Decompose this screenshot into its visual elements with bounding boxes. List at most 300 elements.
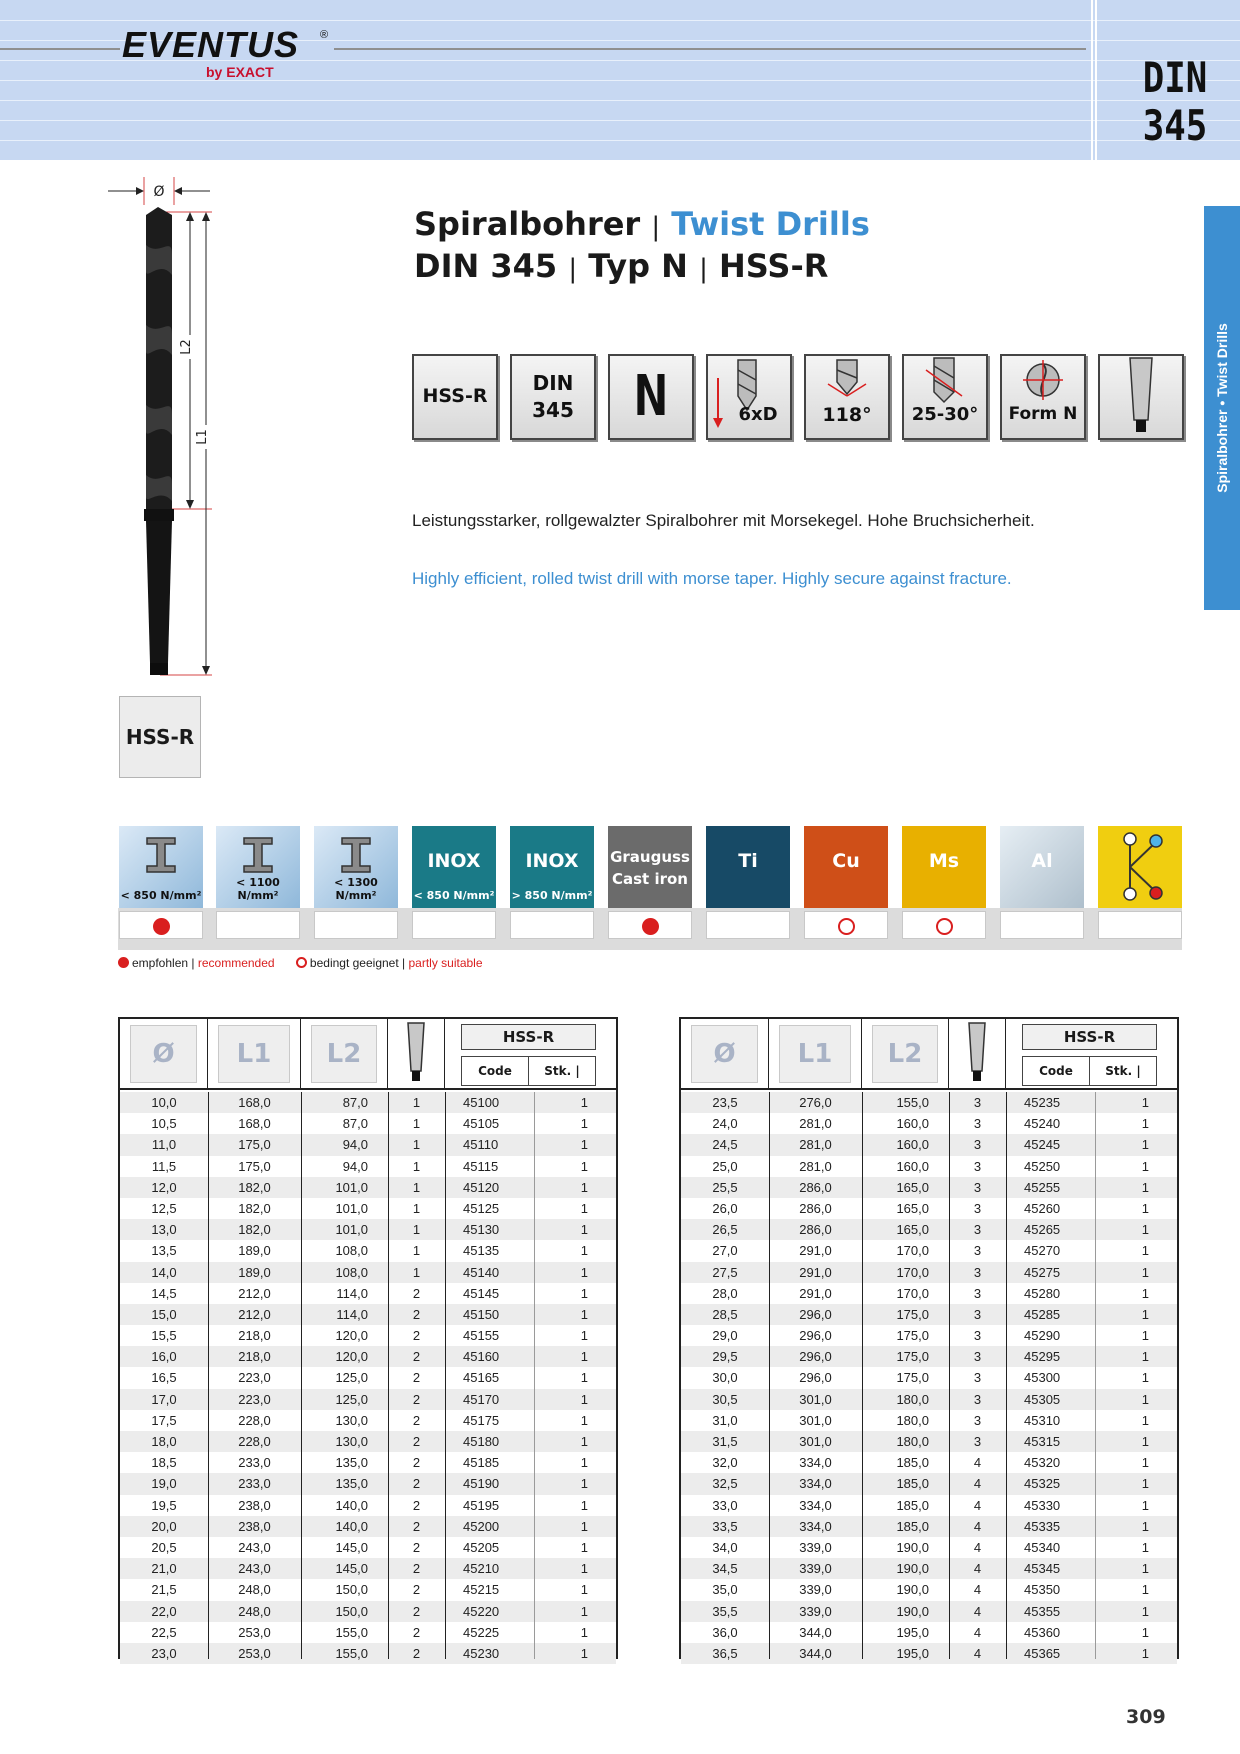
form-n-icon [1000,354,1086,440]
cell-code: 45255 [1024,1179,1061,1195]
cell-code: 45185 [463,1455,500,1471]
cell-diameter: 17,5 [151,1412,177,1428]
cell-l1: 339,0 [799,1582,832,1598]
cell-diameter: 10,0 [151,1095,177,1110]
cell-diameter: 30,0 [712,1370,738,1386]
legend-partly-en: partly suitable [408,956,483,970]
table-row [681,1452,1177,1473]
cell-diameter: 25,0 [712,1158,738,1174]
cell-pieces: 1 [580,1624,588,1640]
cell-diameter: 29,5 [712,1349,738,1365]
cell-morse-taper: 2 [412,1645,421,1661]
cell-diameter: 30,5 [712,1391,738,1407]
table-row [681,1092,1177,1113]
cell-diameter: 31,0 [712,1412,738,1428]
table-row [120,1219,616,1240]
material-label: INOX [525,850,579,872]
cell-code: 45350 [1024,1582,1061,1598]
cell-diameter: 15,5 [151,1328,177,1344]
cell-l1: 334,0 [799,1518,832,1534]
table-row [120,1346,616,1367]
table-row [681,1283,1177,1304]
cell-l1: 286,0 [799,1222,832,1238]
partly-suitable-ring-icon [296,957,307,968]
title-type: Typ N [588,247,688,285]
group-title: HSS-R [1022,1024,1157,1050]
cell-pieces: 1 [580,1306,588,1322]
cell-l1: 334,0 [799,1476,832,1492]
material-sub-label: < 1300 N/mm² [334,876,378,902]
table-row [681,1134,1177,1155]
rating-legend [118,956,483,970]
material-label: INOX [427,850,481,872]
cell-l1: 168,0 [238,1095,271,1110]
cell-code: 45170 [463,1391,500,1407]
cell-code: 45285 [1024,1306,1061,1322]
cell-code: 45150 [463,1306,500,1322]
material-titanium [706,826,790,908]
cell-pieces: 1 [1141,1582,1149,1598]
rating-cell [216,911,300,939]
cross-section-graphic [1002,356,1084,438]
cell-diameter: 35,5 [712,1603,738,1619]
cell-diameter: 22,5 [151,1624,177,1640]
cell-code: 45325 [1024,1476,1061,1492]
cell-code: 45340 [1024,1539,1061,1555]
cell-diameter: 20,0 [151,1518,177,1534]
cell-diameter: 31,5 [712,1434,738,1449]
header-symbol: L2 [872,1025,938,1083]
cell-diameter: 32,5 [712,1476,738,1492]
material-badge-hss-r: HSS-R [119,696,201,778]
logo-rule-left [0,48,120,50]
cell-morse-taper: 2 [412,1539,421,1555]
col-code-header: Code [461,1056,529,1086]
table-row [681,1262,1177,1283]
cell-code: 45360 [1024,1624,1061,1640]
cell-morse-taper: 2 [412,1455,421,1471]
cell-diameter: 36,5 [712,1645,738,1661]
cell-morse-taper: 4 [973,1539,982,1555]
cell-l1: 238,0 [238,1518,271,1534]
cell-l2: 160,0 [896,1137,929,1153]
table-row [681,1622,1177,1643]
cell-morse-taper: 2 [412,1349,421,1365]
cell-morse-taper: 3 [973,1243,982,1259]
cell-pieces: 1 [1141,1391,1149,1407]
cell-morse-taper: 3 [973,1222,982,1238]
cell-pieces: 1 [1141,1518,1149,1534]
cell-l1: 334,0 [799,1497,832,1513]
table-row [120,1262,616,1283]
description-de: Leistungsstarker, rollgewalzter Spiralbohrer mit Morsekegel. Hohe Bruchsicherheit. [412,511,1035,530]
cell-code: 45345 [1024,1561,1061,1577]
table-row [681,1367,1177,1388]
point-angle-icon [804,354,890,440]
column-divider [769,1092,770,1659]
table-row [681,1346,1177,1367]
cell-l2: 140,0 [335,1518,368,1534]
cell-l1: 339,0 [799,1561,832,1577]
cell-l1: 175,0 [238,1158,271,1174]
col-l2-header [301,1019,388,1090]
material-copper [804,826,888,908]
cell-code: 45210 [463,1561,500,1577]
cell-diameter: 29,0 [712,1328,738,1344]
cell-morse-taper: 3 [973,1328,982,1344]
cell-l2: 190,0 [896,1561,929,1577]
cell-l1: 182,0 [238,1200,271,1216]
column-divider [534,1092,535,1659]
cell-morse-taper: 3 [973,1137,982,1153]
cell-pieces: 1 [1141,1285,1149,1301]
cell-l1: 334,0 [799,1455,832,1471]
header-grid-line [0,140,1240,141]
material-steel-1100 [216,826,300,908]
cell-morse-taper: 2 [412,1370,421,1386]
column-divider [388,1092,389,1659]
cell-code: 45130 [463,1222,500,1238]
material-steel-850 [119,826,203,908]
cell-morse-taper: 3 [973,1095,982,1110]
cell-l1: 344,0 [799,1645,832,1661]
table-row [120,1601,616,1622]
cell-diameter: 14,5 [151,1285,177,1301]
rating-cell [608,911,692,939]
cell-pieces: 1 [580,1455,588,1471]
cell-l2: 135,0 [335,1455,368,1471]
cell-l2: 125,0 [335,1370,368,1386]
cell-pieces: 1 [1141,1476,1149,1492]
cell-l1: 243,0 [238,1539,271,1555]
header-symbol: L2 [311,1025,377,1083]
cell-l1: 248,0 [238,1603,271,1619]
cell-morse-taper: 2 [412,1497,421,1513]
cell-l1: 223,0 [238,1370,271,1386]
table-row [120,1092,616,1113]
shank-graphic [1100,356,1182,438]
col-l2-header [862,1019,949,1090]
cell-code: 45200 [463,1518,500,1534]
dim-diameter-label: Ø [153,184,165,200]
cell-code: 45175 [463,1412,500,1428]
cell-pieces: 1 [580,1645,588,1661]
cell-l2: 120,0 [335,1349,368,1365]
cell-l2: 175,0 [896,1328,929,1344]
feature-label: HSS-R [422,385,488,407]
cell-pieces: 1 [580,1222,588,1238]
cell-pieces: 1 [580,1116,588,1132]
din-345-badge-icon [510,354,596,440]
cell-pieces: 1 [1141,1624,1149,1640]
cell-l2: 87,0 [342,1095,368,1110]
material-steel-1300 [314,826,398,908]
table-row [681,1198,1177,1219]
cell-diameter: 23,0 [151,1645,177,1661]
cell-code: 45270 [1024,1243,1061,1259]
column-divider [301,1092,302,1659]
header-symbol: L1 [218,1025,290,1083]
cell-pieces: 1 [580,1539,588,1555]
cell-morse-taper: 3 [973,1116,982,1132]
table-row [681,1113,1177,1134]
cell-code: 45310 [1024,1412,1061,1428]
rating-cell [412,911,496,939]
cell-l2: 180,0 [896,1434,929,1449]
cell-l2: 108,0 [335,1264,368,1280]
cell-l1: 168,0 [238,1116,271,1132]
cell-l2: 155,0 [335,1624,368,1640]
cell-pieces: 1 [580,1370,588,1386]
feature-label: 6xD [738,404,778,425]
cell-morse-taper: 3 [973,1349,982,1365]
table-row [681,1389,1177,1410]
cell-diameter: 36,0 [712,1624,738,1640]
material-label: Ti [738,850,758,872]
cell-l2: 195,0 [896,1624,929,1640]
description-en: Highly efficient, rolled twist drill with morse taper. Highly secure against fracture. [412,569,1012,588]
table-body [120,1092,616,1664]
cell-pieces: 1 [1141,1349,1149,1365]
table-row [120,1516,616,1537]
column-divider [445,1092,446,1659]
cell-diameter: 12,5 [151,1200,177,1216]
feature-label: DIN [532,371,574,395]
cell-code: 45300 [1024,1370,1061,1386]
cell-pieces: 1 [1141,1158,1149,1174]
cell-pieces: 1 [580,1497,588,1513]
size-table-right [679,1017,1179,1659]
rating-cell [510,911,594,939]
rating-cell [1098,911,1182,939]
legend-separator: | [402,956,406,970]
cell-l1: 253,0 [238,1624,271,1640]
legend-separator: | [191,956,195,970]
legend-recommended-de: empfohlen [132,956,189,970]
feature-label: N [634,364,668,429]
cell-l2: 94,0 [342,1137,368,1153]
cell-pieces: 1 [1141,1243,1149,1259]
cell-code: 45205 [463,1539,500,1555]
cell-l1: 228,0 [238,1434,271,1449]
din-label: DIN [1142,53,1208,102]
partly-suitable-ring-icon [838,918,855,935]
cell-l2: 155,0 [335,1645,368,1661]
material-inox-over-850 [510,826,594,908]
cell-diameter: 26,0 [712,1200,738,1216]
cell-pieces: 1 [1141,1603,1149,1619]
header-divider [1095,0,1097,160]
title-material: HSS-R [719,247,829,285]
table-row [120,1473,616,1494]
cell-morse-taper: 4 [973,1476,982,1492]
cell-l1: 281,0 [799,1158,832,1174]
cell-pieces: 1 [580,1179,588,1195]
table-row [120,1198,616,1219]
column-divider [1006,1092,1007,1659]
cell-diameter: 14,0 [151,1264,177,1280]
cell-pieces: 1 [1141,1264,1149,1280]
cell-l2: 135,0 [335,1476,368,1492]
cell-code: 45180 [463,1434,500,1449]
cell-morse-taper: 2 [412,1285,421,1301]
cell-l2: 185,0 [896,1518,929,1534]
cell-l1: 301,0 [799,1391,832,1407]
table-row [120,1558,616,1579]
cell-l2: 185,0 [896,1455,929,1471]
cell-l1: 243,0 [238,1561,271,1577]
cell-morse-taper: 2 [412,1306,421,1322]
table-row [681,1240,1177,1261]
cell-pieces: 1 [1141,1137,1149,1153]
cell-morse-taper: 1 [412,1264,421,1280]
cell-morse-taper: 1 [412,1095,421,1110]
cell-diameter: 11,5 [151,1158,177,1174]
cell-morse-taper: 4 [973,1497,982,1513]
header-grid-line [0,100,1240,101]
cell-l2: 120,0 [335,1328,368,1344]
cell-diameter: 27,5 [712,1264,738,1280]
cell-pieces: 1 [1141,1539,1149,1555]
cell-morse-taper: 4 [973,1645,982,1661]
cell-l1: 296,0 [799,1306,832,1322]
cell-pieces: 1 [580,1391,588,1407]
cell-morse-taper: 2 [412,1561,421,1577]
cell-morse-taper: 4 [973,1518,982,1534]
cell-diameter: 34,0 [712,1539,738,1555]
table-row [681,1558,1177,1579]
cell-l2: 101,0 [335,1222,368,1238]
cell-code: 45160 [463,1349,500,1365]
cell-code: 45225 [463,1624,500,1640]
cell-l1: 296,0 [799,1328,832,1344]
cell-diameter: 28,5 [712,1306,738,1322]
cell-code: 45315 [1024,1434,1061,1449]
cell-l1: 281,0 [799,1116,832,1132]
brand-registered-mark: ® [320,29,329,41]
cell-diameter: 27,0 [712,1243,738,1259]
cell-code: 45305 [1024,1391,1061,1407]
header-symbol: L1 [779,1025,851,1083]
cell-diameter: 10,5 [151,1116,177,1132]
cell-code: 45140 [463,1264,500,1280]
table-row [681,1579,1177,1600]
cell-pieces: 1 [1141,1222,1149,1238]
cell-morse-taper: 2 [412,1603,421,1619]
title-separator: | [699,254,708,284]
cell-l1: 218,0 [238,1349,271,1365]
cell-pieces: 1 [580,1603,588,1619]
header-symbol: Ø [691,1025,758,1083]
material-label: Al [1031,850,1053,872]
table-row [681,1431,1177,1452]
cell-l1: 248,0 [238,1582,271,1598]
cell-code: 45115 [463,1158,499,1174]
cell-diameter: 18,5 [151,1455,177,1471]
cell-diameter: 19,5 [151,1497,177,1513]
col-code-header: Code [1022,1056,1090,1086]
cell-code: 45165 [463,1370,500,1386]
cell-morse-taper: 1 [412,1200,421,1216]
cell-diameter: 12,0 [151,1179,177,1195]
cell-diameter: 24,0 [712,1116,738,1132]
material-label: Grauguss [610,848,690,866]
cell-l2: 175,0 [896,1349,929,1365]
cell-code: 45265 [1024,1222,1061,1238]
rating-cell [314,911,398,939]
cell-pieces: 1 [580,1264,588,1280]
table-row [120,1495,616,1516]
col-group-hss-r [1006,1019,1177,1090]
cell-l2: 165,0 [896,1222,929,1238]
cell-code: 45235 [1024,1095,1061,1110]
cell-l1: 281,0 [799,1137,832,1153]
cell-pieces: 1 [1141,1116,1149,1132]
cell-l1: 182,0 [238,1179,271,1195]
cell-code: 45330 [1024,1497,1061,1513]
cell-pieces: 1 [1141,1497,1149,1513]
cell-pieces: 1 [580,1243,588,1259]
cell-morse-taper: 3 [973,1200,982,1216]
table-header [120,1019,616,1090]
header-symbol: Ø [130,1025,197,1083]
table-row [120,1177,616,1198]
drill-body [144,207,174,675]
rating-cell [902,911,986,939]
cell-pieces: 1 [580,1285,588,1301]
rating-cell [706,911,790,939]
steel-beam-icon [119,826,203,886]
cell-pieces: 1 [1141,1370,1149,1386]
cell-l1: 291,0 [799,1264,832,1280]
cell-diameter: 33,0 [712,1497,738,1513]
material-sub-label: > 850 N/mm² [511,889,593,902]
section-side-tab-label: Spiralbohrer • Twist Drills [1214,323,1230,493]
table-row [681,1516,1177,1537]
cell-morse-taper: 2 [412,1518,421,1534]
header-grid-line [0,120,1240,121]
cell-l2: 180,0 [896,1391,929,1407]
cell-code: 45250 [1024,1158,1061,1174]
table-row [120,1134,616,1155]
table-row [681,1156,1177,1177]
table-row [120,1389,616,1410]
cell-code: 45240 [1024,1116,1061,1132]
cell-morse-taper: 3 [973,1370,982,1386]
cell-l1: 253,0 [238,1645,271,1661]
cell-morse-taper: 3 [973,1434,982,1449]
cell-morse-taper: 1 [412,1137,421,1153]
table-row [681,1177,1177,1198]
cell-morse-taper: 3 [973,1412,982,1428]
cell-code: 45230 [463,1645,500,1661]
table-row [681,1325,1177,1346]
cell-morse-taper: 4 [973,1455,982,1471]
cell-l2: 170,0 [896,1243,929,1259]
cell-code: 45260 [1024,1200,1061,1216]
cell-diameter: 22,0 [151,1603,177,1619]
group-title: HSS-R [461,1024,596,1050]
cell-diameter: 15,0 [151,1306,177,1322]
table-row [120,1283,616,1304]
cell-l1: 301,0 [799,1434,832,1449]
col-pieces-header: Stk. | [528,1056,596,1086]
cell-diameter: 26,5 [712,1222,738,1238]
table-row [681,1643,1177,1664]
cell-l2: 114,0 [336,1306,368,1322]
dim-arrowhead [186,212,194,221]
col-morse-taper-header [949,1019,1006,1090]
